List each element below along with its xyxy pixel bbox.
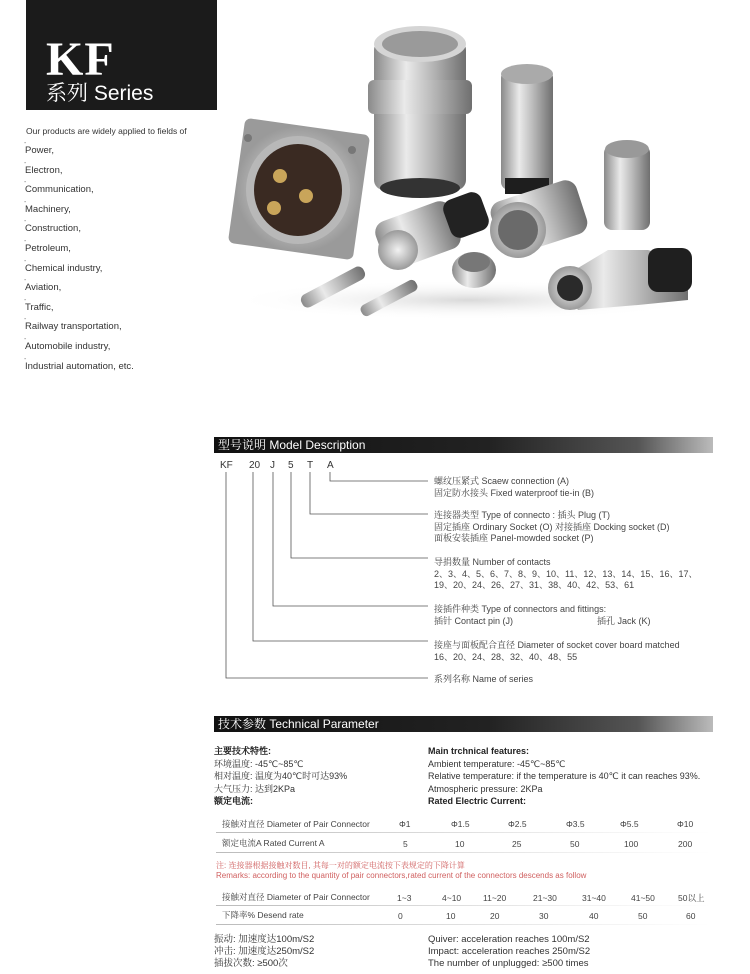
mechanical-specs-en: Quiver: acceleration reaches 100m/S2 Impact: acceleration reaches 250m/S2 The number of unplugged: ≥500 times: [428, 934, 591, 969]
table-cell: 10: [446, 911, 456, 921]
features-cn: 主要技术特性: 环境温度: -45℃~85℃ 相对温度: 温度为40℃时可达93% 大气压力: 达到2KPa 额定电流:: [214, 746, 348, 806]
table-cell: 20: [490, 911, 500, 921]
table-divider: [216, 852, 711, 853]
connector-products-photo: [218, 0, 718, 330]
table-cell: Φ5.5: [620, 819, 639, 829]
desc-connection: 螺纹压紧式 Scaew connection (A) 固定防水接头 Fixed waterproof tie-in (B): [434, 476, 595, 498]
desc-fittings: 接插件种类 Type of connectors and fittings: 插针 Contact pin (J) 插孔 Jack (K): [434, 604, 651, 626]
code-contact-type: J: [270, 460, 275, 471]
table-cell: Φ10: [677, 819, 694, 829]
table2-label-rate: 下降率% Desend rate: [222, 910, 304, 920]
table-cell: 4~10: [442, 893, 462, 903]
code-connection: A: [327, 460, 334, 471]
desc-diameter: 接座与面板配合直径 Diameter of socket cover board matched 16、20、24、28、32、40、48、55: [434, 640, 680, 662]
code-diameter: 20: [249, 460, 261, 471]
table1-label-diameter: 接触对直径 Diameter of Pair Connector: [222, 819, 370, 829]
list-item: - Machinery,: [24, 198, 71, 215]
table-cell: Φ3.5: [566, 819, 585, 829]
list-item: - Aviation,: [24, 277, 62, 294]
table-cell: 30: [539, 911, 549, 921]
table-cell: 40: [589, 911, 599, 921]
table-cell: 0: [398, 911, 403, 921]
table-cell: 31~40: [582, 893, 606, 903]
desc-contacts: 导捐数量 Number of contacts 2、3、4、5、6、7、8、9、10、11、12、13、14、15、16、17、 19、20、24、26、27、31、38、40、42、53、61: [434, 557, 698, 590]
table-cell: 10: [455, 839, 465, 849]
application-fields-list: [24, 140, 204, 375]
list-item: - Traffic,: [24, 296, 54, 313]
remark-cn: 注: 连接器根据接触对数目, 其每一对的额定电流按下表规定的下降计算: [216, 861, 465, 870]
list-item: - Communication,: [24, 179, 94, 196]
table-cell: 200: [678, 839, 693, 849]
table-cell: 21~30: [533, 893, 557, 903]
table2-label-diameter: 接触对直径 Diameter of Pair Connector: [222, 892, 370, 902]
table-cell: 25: [512, 839, 522, 849]
desc-connector-type: 连接器类型 Type of connecto : 插头 Plug (T) 固定插座 Ordinary Socket (O) 对接插座 Docking socket (D) 面板安装插座 Panel-mowded socket (P): [434, 510, 670, 543]
table-cell: 11~20: [483, 893, 507, 903]
table-cell: Φ2.5: [508, 819, 527, 829]
intro-text: Our products are widely applied to fields of: [26, 126, 187, 136]
table-divider: [216, 924, 711, 925]
list-item: - Construction,: [24, 218, 81, 235]
kf-logo: KF: [46, 33, 115, 86]
list-item: - Chemical industry,: [24, 257, 103, 274]
desc-series-name: 系列名称 Name of series: [434, 674, 534, 684]
code-contacts: 5: [288, 460, 294, 471]
code-connector-type: T: [307, 460, 314, 471]
model-description-title: 型号说明 Model Description: [214, 437, 713, 453]
series-title: 系列 Series: [46, 82, 154, 105]
table-cell: 50: [570, 839, 580, 849]
list-item: - Industrial automation, etc.: [24, 355, 134, 372]
list-item: - Petroleum,: [24, 237, 71, 254]
features-en: Main trchnical features: Ambient temperature: -45℃~85℃ Relative temperature: if the temperature is 40℃ it can reaches 93%. Atmospheric pressure: 2KPa Rated Electric Current:: [428, 746, 701, 806]
list-item: - Railway transportation,: [24, 316, 122, 333]
technical-parameter-title: 技术参数 Technical Parameter: [214, 716, 713, 732]
table-divider: [216, 832, 711, 833]
table-cell: 60: [686, 911, 696, 921]
table-cell: 5: [403, 839, 408, 849]
table-divider: [216, 905, 711, 906]
list-item: - Power,: [24, 140, 55, 156]
table-cell: 50: [638, 911, 648, 921]
table-cell: Φ1: [399, 819, 411, 829]
table-cell: 100: [624, 839, 639, 849]
table-cell: 50以上: [678, 893, 705, 903]
list-item: - Automobile industry,: [24, 335, 111, 352]
remark-en: Remarks: according to the quantity of pair connectors,rated current of the connectors descends as follow: [216, 871, 587, 880]
table1-label-current: 额定电流A Rated Current A: [222, 838, 325, 848]
list-item: - Electron,: [24, 159, 63, 176]
table-cell: 41~50: [631, 893, 655, 903]
table-cell: 1~3: [397, 893, 412, 903]
mechanical-specs-cn: 振动: 加速度达100m/S2 冲击: 加速度达250m/S2 插拔次数: ≥500次: [214, 934, 315, 969]
table-cell: Φ1.5: [451, 819, 470, 829]
code-series: KF: [220, 460, 233, 471]
